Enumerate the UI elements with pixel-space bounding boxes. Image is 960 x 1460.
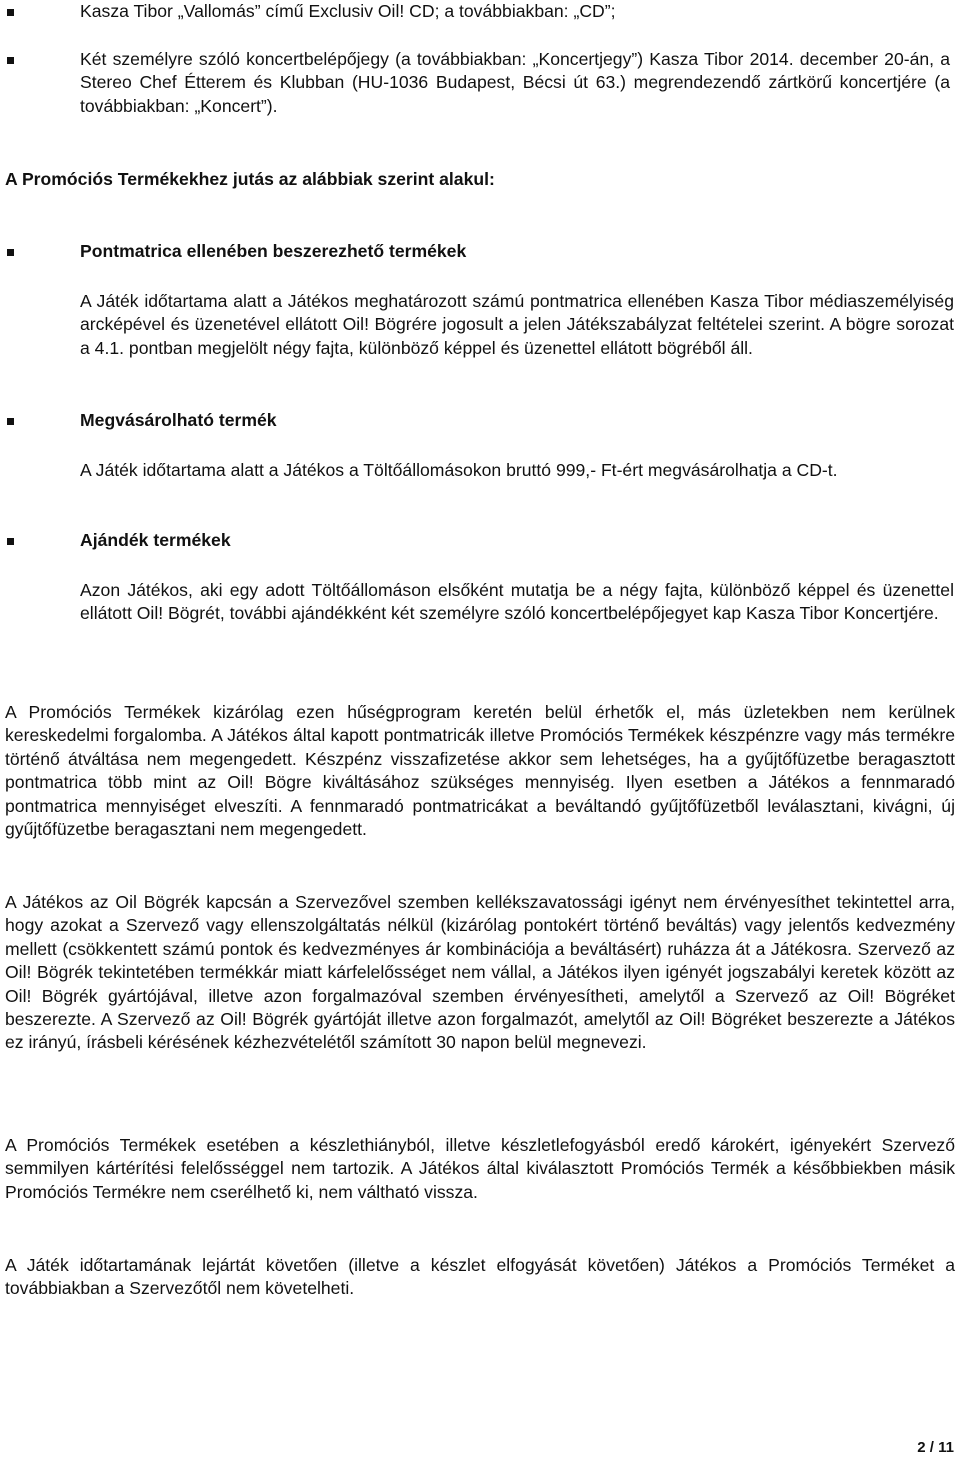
paragraph: A Promóciós Termékek esetében a készlethiányból, illetve készletlefogyásból eredő károkért, igényekért Szervező semmilyen kártérítési felelősséggel nem tartozik. A Játékos által kiválasztott Promóciós Termék a későbbiekben másik Promóciós Termékre nem cserélhető ki, nem váltható vissza.: [5, 1135, 955, 1202]
square-bullet-icon: [7, 249, 14, 256]
paragraph: A Promóciós Termékek kizárólag ezen hűségprogram keretén belül érhetők el, más üzletekben nem kerülnek kereskedelmi forgalomba. A Játékos által kapott pontmatricák illetve Promóciós Termékek készpénzre vagy más termékre történő átváltása nem megengedett. Készpénz visszafizetése akkor sem lehetséges, ha a gyűjtőfüzetbe beragasztott pontmatrica több mint az Oil! Bögre kiváltásához szükséges mennyiség. Ilyen esetben a Játékos a fennmaradó pontmatrica mennyiséget elveszíti. A fennmaradó pontmatricákat a beváltandó gyűjtőfüzetből leválasztani, kivágni, új gyűjtőfüzetbe beragasztani nem megengedett.: [5, 702, 955, 840]
square-bullet-icon: [7, 418, 14, 425]
top-bullet-text: Kasza Tibor „Vallomás” című Exclusiv Oil! CD; a továbbiakban: „CD”;: [80, 1, 616, 21]
section-body: A Játék időtartama alatt a Játékos a Töltőállomásokon bruttó 999,- Ft-ért megvásárolhatja a CD-t.: [80, 460, 838, 480]
square-bullet-icon: [7, 57, 14, 64]
square-bullet-icon: [7, 538, 14, 545]
intro-heading: A Promóciós Termékekhez jutás az alábbiak szerint alakul:: [5, 169, 495, 189]
section-title: Ajándék termékek: [80, 530, 231, 550]
section-body: A Játék időtartama alatt a Játékos meghatározott számú pontmatrica ellenében Kasza Tibor médiaszemélyiség arcképével és üzenetével ellátott Oil! Bögrére jogosult a jelen Játékszabályzat feltételei szerint. A bögre sorozat a 4.1. pontban megjelölt négy fajta, különböző képpel és üzenettel ellátott bögréből áll.: [80, 291, 954, 358]
paragraph: A Játékos az Oil Bögrék kapcsán a Szervezővel szemben kellékszavatossági igényt nem érvényesíthet tekintettel arra, hogy azokat a Szervező vagy ellenszolgáltatás nélkül (kizárólag pontokért történő beváltás) vagy jelentős kedvezmény mellett (csökkentett számú pontok és kedvezményes ár kombinációja a beváltásért) ruházza át a Játékosra. Szervező az Oil! Bögrék tekintetében termékkár miatt kárfelelősséget nem vállal, a Játékos ilyen igényét jogszabályi keretek között az Oil! Bögrék gyártójával, illetve azon forgalmazóval szemben érvényesítheti, amelytől a Szervező az Oil! Bögréket beszerezte. A Szervező az Oil! Bögrék gyártóját illetve azon forgalmazót, amelytől az Oil! Bögréket beszerezte a Játékos ez irányú, írásbeli kérésének kézhezvételétől számított 30 napon belül megnevezi.: [5, 892, 955, 1053]
section-body: Azon Játékos, aki egy adott Töltőállomáson elsőként mutatja be a négy fajta, különböző képpel és üzenettel ellátott Oil! Bögrét, további ajándékként két személyre szóló koncertbelépőjegyet kap Kasza Tibor Koncertjére.: [80, 580, 954, 624]
top-bullet-text: Két személyre szóló koncertbelépőjegy (a továbbiakban: „Koncertjegy”) Kasza Tibor 2014. december 20-án, a Stereo Chef Étterem és Klubban (HU-1036 Budapest, Bécsi út 63.) megrendezendő zártkörű koncertjére (a továbbiakban: „Koncert”).: [80, 49, 950, 116]
page-number: 2 / 11: [917, 1439, 954, 1456]
section-title: Megvásárolható termék: [80, 410, 277, 430]
paragraph: A Játék időtartamának lejártát követően (illetve a készlet elfogyását követően) Játékos a Promóciós Terméket a továbbiakban a Szervezőtől nem követelheti.: [5, 1255, 955, 1299]
square-bullet-icon: [7, 9, 14, 16]
section-title: Pontmatrica ellenében beszerezhető termékek: [80, 241, 467, 261]
